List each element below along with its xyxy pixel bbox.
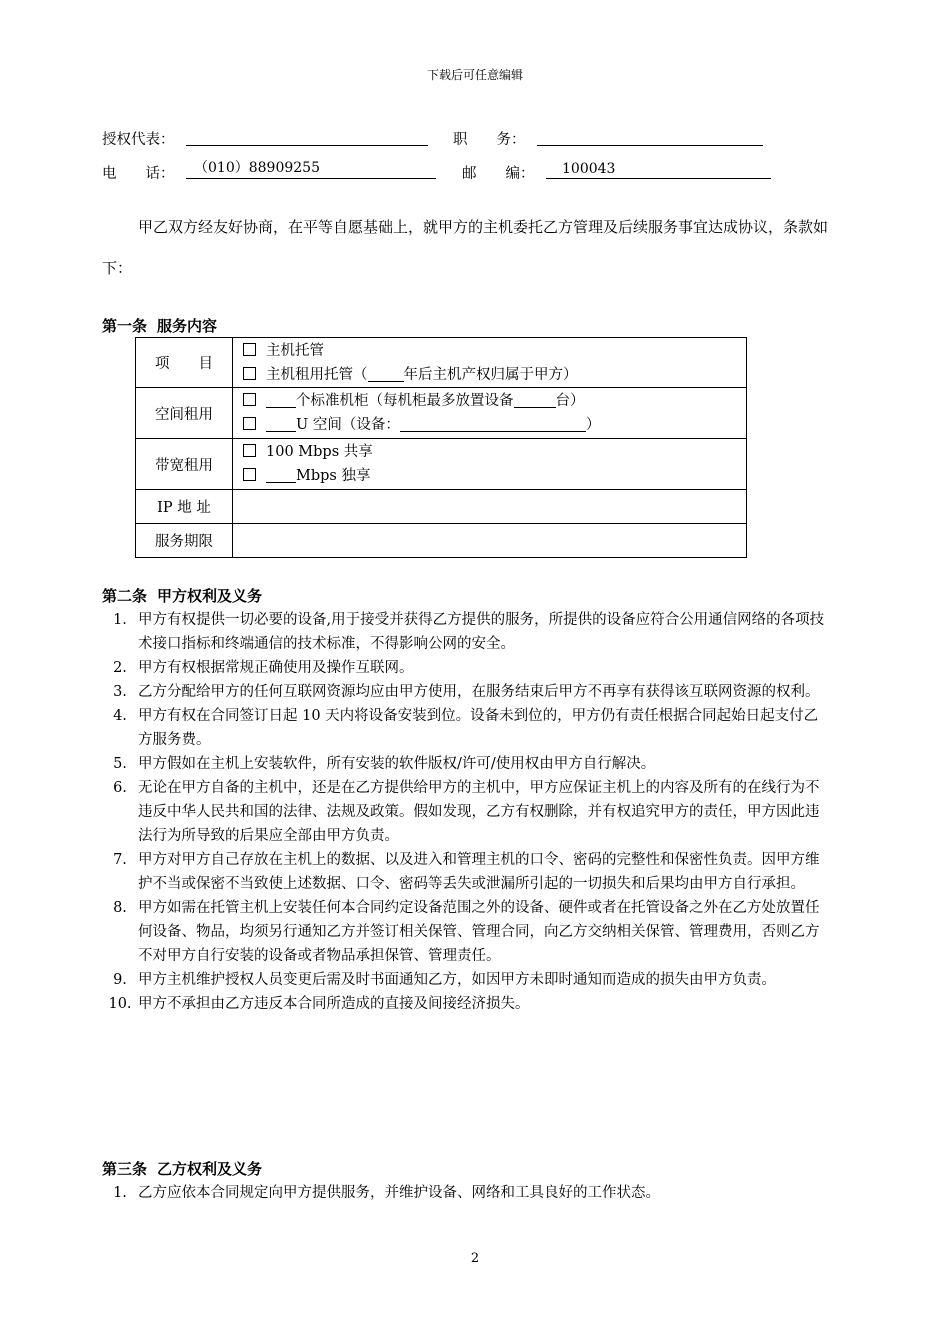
section1-title — [102, 315, 217, 336]
rep-label: 授权代表： — [102, 132, 175, 148]
header-note: 下载后可任意编辑 — [426, 68, 523, 82]
device-count-blank[interactable] — [514, 392, 556, 408]
list-item: 9. 甲方主机维护授权人员变更后需及时书面通知乙方，如因甲方未即时通知而造成的损失由甲方负责。 — [113, 972, 776, 988]
term-header: 服务期限 — [136, 524, 233, 558]
bandwidth-options — [233, 439, 747, 490]
section1-num: 第一条 — [102, 317, 148, 335]
list-item: 4. 甲方有权在合同签订日起 10 天内将设备安装到位。设备未到位的，甲方仍有责任根据合同起始日起支付乙方服务费。 — [113, 708, 819, 748]
title-label: 职 务： — [453, 132, 526, 148]
table-row — [136, 388, 747, 439]
bandwidth-header: 带宽租用 — [136, 439, 233, 490]
option-rental-a: 主机租用托管（ — [266, 366, 368, 383]
term-value-cell[interactable] — [233, 524, 747, 558]
section3-list — [102, 1181, 830, 1205]
list-item: 3. 乙方分配给甲方的任何互联网资源均应由甲方使用，在服务结束后甲方不再享有获得该互联网资源的权利。 — [113, 684, 820, 700]
item-options — [233, 338, 747, 388]
section1-text: 服务内容 — [157, 317, 218, 335]
mbps-blank[interactable] — [266, 467, 296, 483]
phone-value: （010）88909255 — [194, 160, 320, 176]
years-blank[interactable] — [368, 366, 404, 382]
list-item: 5. 甲方假如在主机上安装软件，所有安装的软件版权/许可/使用权由甲方自行解决。 — [113, 756, 656, 772]
section3-text: 乙方权利及义务 — [157, 1160, 263, 1178]
section3-title — [102, 1158, 262, 1179]
page-number: 2 — [470, 1251, 480, 1266]
checkbox[interactable] — [243, 468, 256, 481]
list-item: 1. 乙方应依本合同规定向甲方提供服务，并维护设备、网络和工具良好的工作状态。 — [113, 1185, 660, 1201]
option-cabinet-b: 台） — [555, 393, 585, 409]
item-header: 项 目 — [136, 338, 233, 388]
title-field[interactable] — [537, 127, 763, 146]
cabinet-count-blank[interactable] — [266, 392, 296, 408]
checkbox[interactable] — [243, 444, 256, 457]
section2-text: 甲方权利及义务 — [157, 587, 263, 605]
list-item: 2. 甲方有权根据常规正确使用及操作互联网。 — [113, 660, 414, 676]
intro-paragraph: 甲乙双方经友好协商，在平等自愿基础上，就甲方的主机委托乙方管理及后续服务事宜达成协议，条款如下： — [102, 218, 829, 277]
list-item: 1. 甲方有权提供一切必要的设备,用于接受并获得乙方提供的服务，所提供的设备应符合公用通信网络的各项技术接口指标和终端通信的技术标准，不得影响公网的安全。 — [113, 612, 825, 652]
table-row — [136, 490, 747, 524]
postcode-value: 100043 — [562, 161, 616, 177]
ip-value-cell[interactable] — [233, 490, 747, 524]
phone-field[interactable] — [186, 160, 436, 179]
option-u-b: ） — [585, 417, 601, 433]
section2-num: 第二条 — [102, 587, 148, 605]
postcode-label: 邮 编： — [462, 166, 535, 182]
ip-header: IP 地 址 — [136, 490, 233, 524]
option-u-a: U 空间（设备： — [296, 417, 400, 433]
list-item: 7. 甲方对甲方自己存放在主机上的数据、以及进入和管理主机的口令、密码的完整性和保密性负责。因甲方维护不当或保密不当致使上述数据、口令、密码等丢失或泄漏所引起的一切损失和后果均由甲方自行承担。 — [113, 852, 820, 892]
option-dedicated: Mbps 独享 — [296, 468, 371, 484]
section2-title — [102, 585, 262, 606]
table-row — [136, 338, 747, 388]
section3-num: 第三条 — [102, 1160, 148, 1178]
option-shared: 100 Mbps 共享 — [266, 444, 373, 460]
device-blank[interactable] — [400, 416, 586, 432]
table-row — [136, 439, 747, 490]
u-count-blank[interactable] — [266, 416, 296, 432]
list-item: 10. 甲方不承担由乙方违反本合同所造成的直接及间接经济损失。 — [108, 996, 530, 1012]
checkbox[interactable] — [243, 343, 256, 356]
table-row — [136, 524, 747, 558]
checkbox[interactable] — [243, 367, 256, 380]
option-hosting: 主机托管 — [266, 342, 324, 359]
option-cabinet-a: 个标准机柜（每机柜最多放置设备 — [296, 393, 514, 409]
checkbox[interactable] — [243, 393, 256, 406]
space-header: 空间租用 — [136, 388, 233, 439]
section2-list — [102, 608, 830, 1016]
option-rental-b: 年后主机产权归属于甲方） — [403, 366, 578, 383]
service-table — [135, 337, 747, 558]
list-item: 6. 无论在甲方自备的主机中，还是在乙方提供给甲方的主机中，甲方应保证主机上的内容及所有的在线行为不违反中华人民共和国的法律、法规及政策。假如发现，乙方有权删除，并有权追究甲方的责任，甲方因此违法行为所导致的后果应全部由甲方负责。 — [113, 780, 820, 844]
list-item: 8. 甲方如需在托管主机上安装任何本合同约定设备范围之外的设备、硬件或者在托管设备之外在乙方处放置任何设备、物品，均须另行通知乙方并签订相关保管、管理合同，向乙方交纳相关保管、管理费用，否则乙方不对甲方自行安装的设备或者物品承担保管、管理责任。 — [113, 900, 820, 964]
postcode-field[interactable] — [546, 160, 771, 179]
rep-field[interactable] — [186, 127, 428, 146]
phone-label: 电 话： — [102, 166, 175, 182]
space-options — [233, 388, 747, 439]
checkbox[interactable] — [243, 417, 256, 430]
